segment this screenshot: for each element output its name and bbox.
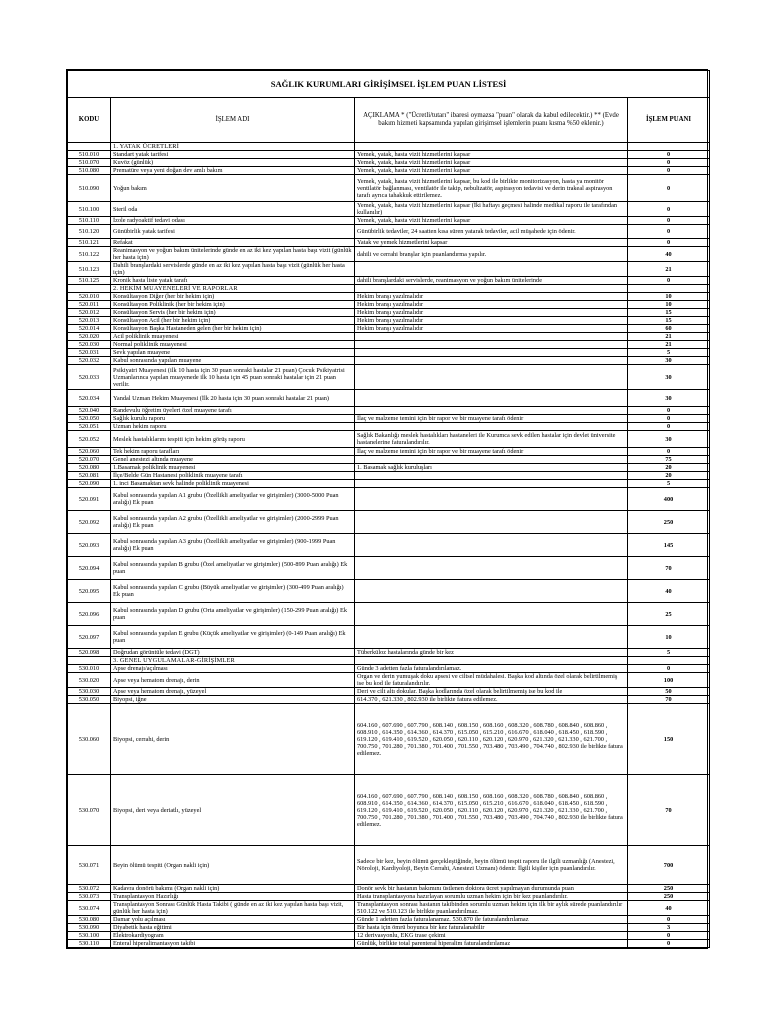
procedure-description: Yemek, yatak, hasta vizit hizmetlerini kapsar <box>355 217 628 225</box>
procedure-code: 520.050 <box>68 415 111 423</box>
procedure-description <box>355 390 628 407</box>
table-row <box>68 415 710 423</box>
procedure-points: 0 <box>628 940 710 948</box>
procedure-points: 0 <box>628 277 710 285</box>
table-row <box>68 151 710 159</box>
table-row <box>68 390 710 407</box>
table-row <box>68 407 710 415</box>
procedure-code: 520.060 <box>68 448 111 456</box>
procedure-description <box>355 333 628 341</box>
procedure-name: Standart yatak tarifesi <box>111 151 355 159</box>
table-row <box>68 423 710 431</box>
procedure-description: Yemek, yatak, hasta vizit hizmetlerini kapsar (İki haftayı geçmesi halinde medikal raporu ile tarafından kullanılır) <box>355 202 628 217</box>
procedure-code: 520.034 <box>68 390 111 407</box>
table-row <box>68 846 710 885</box>
table-row <box>68 480 710 488</box>
procedure-code: 510.110 <box>68 217 111 225</box>
procedure-description: Deri ve cilt altı dokular. Başka kodlarında özel olarak belirtilmemiş ise bu kod ile <box>355 688 628 696</box>
procedure-points: 0 <box>628 415 710 423</box>
table-row <box>68 626 710 649</box>
procedure-code: 520.012 <box>68 309 111 317</box>
procedure-points: 60 <box>628 325 710 333</box>
procedure-description <box>355 407 628 415</box>
procedure-points: 21 <box>628 262 710 277</box>
procedure-code: 510.123 <box>68 262 111 277</box>
table-row <box>68 357 710 365</box>
procedure-name: Biyopsi, deri veya deriatlı, yüzeyel <box>111 775 355 846</box>
section-header-row <box>68 143 710 151</box>
procedure-name: Dahili branşlardaki servislerde günde en az iki kez yapılan hasta başı vizit (günlük her hasta için) <box>111 262 355 277</box>
table-row <box>68 262 710 277</box>
procedure-description <box>355 357 628 365</box>
procedure-description: Sadece bir kez, beyin ölümü gerçekleştiğinde, beyin ölümü tespit raporu ile ilgili uzmanlığı (Anestezi, Nöroloji, Kardiyoloji, Beyin Cerrahi, Anestezi Uzmanı) ödenir. İlgili kişiler için puanlandırılır. <box>355 846 628 885</box>
procedure-name: Kabul sonrasında yapılan C grubu (Büyük ameliyatlar ve girişimler) (300-499 Puan aralığı) Ek puan <box>111 580 355 603</box>
procedure-name: Günübirlik yatak tarifesi <box>111 225 355 239</box>
procedure-points: 145 <box>628 534 710 557</box>
table-row <box>68 239 710 247</box>
procedure-description: 1. Basamak sağlık kuruluşları <box>355 464 628 472</box>
procedure-points: 0 <box>628 217 710 225</box>
procedure-code: 510.010 <box>68 151 111 159</box>
table-row <box>68 464 710 472</box>
procedure-points-sheet <box>66 69 708 949</box>
procedure-name: Randevulu öğretim üyeleri özel muayene tarafı <box>111 407 355 415</box>
procedure-name: Steril oda <box>111 202 355 217</box>
procedure-code: 510.090 <box>68 175 111 202</box>
procedure-description: Hekim branşı yazılmalıdır <box>355 309 628 317</box>
procedure-code: 520.011 <box>68 301 111 309</box>
procedure-description: Transplantasyon sonrası hastanın takibinden sorumlu uzman hekim için ilk bir aylık sürede puanlandırılır 510.122 ve 510.123 ile birlikte puanlandırılmaz. <box>355 901 628 916</box>
procedure-description <box>355 534 628 557</box>
procedure-points: 0 <box>628 665 710 673</box>
procedure-name: Kabul sonrasında yapılan A1 grubu (Özellikli ameliyatlar ve girişimler) (3000-5000 Puan aralığı) Ek puan <box>111 488 355 511</box>
procedure-name: Uzman hekim raporu <box>111 423 355 431</box>
procedure-code: 520.094 <box>68 557 111 580</box>
procedure-name: Kabul sonrasında yapılan muayene <box>111 357 355 365</box>
procedure-description <box>355 472 628 480</box>
procedure-code: 520.031 <box>68 349 111 357</box>
procedure-code: 510.125 <box>68 277 111 285</box>
procedure-description: Tüberküloz hastalarında günde bir kez <box>355 649 628 657</box>
table-row <box>68 317 710 325</box>
procedure-name: Kabul sonrasında yapılan E grubu (Küçük ameliyatlar ve girişimler) (0-149 Puan aralığı) Ek puan <box>111 626 355 649</box>
table-row <box>68 511 710 534</box>
procedure-points: 3 <box>628 924 710 932</box>
procedure-name: Sağlık kurulu raporu <box>111 415 355 423</box>
procedure-points: 21 <box>628 341 710 349</box>
table-row <box>68 309 710 317</box>
procedure-description: Bir hasta için ömrü boyunca bir kez faturalanabilir <box>355 924 628 932</box>
procedure-points: 70 <box>628 775 710 846</box>
procedure-description: Donör sevk bir hastanın bakımını üstlenen doktora ücret yapılmayan durumunda puan <box>355 885 628 893</box>
procedure-name: Refakat <box>111 239 355 247</box>
table-row <box>68 649 710 657</box>
procedure-points: 40 <box>628 247 710 262</box>
procedure-description: Yemek, yatak, hasta vizit hizmetlerini kapsar, bu kod ile birlikte monitorizasyon, hasta ya monitör ventilatör bağlanması, ventilatör ile takip, nebulizatör, aspirasyon tedavisi ve derin trakeal aspirasyon tarafı ayrıca tahakkuk ettirilemez. <box>355 175 628 202</box>
procedure-description: 12 derivasyonlu, EKG trase çekimi <box>355 932 628 940</box>
procedure-points: 250 <box>628 893 710 901</box>
table-row <box>68 665 710 673</box>
table-row <box>68 448 710 456</box>
table-row <box>68 775 710 846</box>
procedure-points: 5 <box>628 649 710 657</box>
procedure-code: 530.070 <box>68 775 111 846</box>
procedure-points: 15 <box>628 309 710 317</box>
procedure-points: 0 <box>628 159 710 167</box>
procedure-code: 520.052 <box>68 431 111 448</box>
procedure-name: Transplantasyon Hazırlığı <box>111 893 355 901</box>
procedure-code: 520.081 <box>68 472 111 480</box>
procedure-description <box>355 456 628 464</box>
procedure-code: 510.080 <box>68 167 111 175</box>
procedure-points: 50 <box>628 688 710 696</box>
procedure-code: 530.072 <box>68 885 111 893</box>
procedure-description: Organ ve derin yumuşak doku apsesi ve ciltsel müdahalesi. Başka kod altında özel olarak belirtilmemiş ise bu kod ile faturalandırılır. <box>355 673 628 688</box>
procedure-points: 40 <box>628 580 710 603</box>
procedure-description: İlaç ve malzeme temini için bir rapor ve bir muayene tarafı ödenir <box>355 448 628 456</box>
procedure-description: 614.370 , 621.330 , 802.930 ile birlikte fatura edilemez. <box>355 696 628 704</box>
procedure-code: 530.100 <box>68 932 111 940</box>
procedure-name: Enteral hiperalimantasyon takibi <box>111 940 355 948</box>
procedure-code: 530.030 <box>68 688 111 696</box>
table-row <box>68 580 710 603</box>
table-row <box>68 673 710 688</box>
procedure-code: 530.090 <box>68 924 111 932</box>
column-header-code: KODU <box>68 98 111 143</box>
procedure-points: 0 <box>628 932 710 940</box>
procedure-description <box>355 557 628 580</box>
procedure-points: 10 <box>628 293 710 301</box>
procedure-name: Kabul sonrasında yapılan D grubu (Orta ameliyatlar ve girişimler) (150-299 Puan aralığı) Ek puan <box>111 603 355 626</box>
procedure-name: Psikiyatri Muayenesi (ilk 10 hasta için 30 puan sonraki hastalar 21 puan) Çocuk Psikiyatrisi Uzmanlarınca yapılan muayenede ilk 10 hasta için 45 puan sonraki hastalar için 21 puan verilir. <box>111 365 355 390</box>
procedure-code: 530.074 <box>68 901 111 916</box>
procedure-code: 530.080 <box>68 916 111 924</box>
procedure-name: Sevk yapılan muayene <box>111 349 355 357</box>
procedure-points: 0 <box>628 423 710 431</box>
procedure-name: Kuvöz (günlük) <box>111 159 355 167</box>
table-row <box>68 901 710 916</box>
table-row <box>68 225 710 239</box>
table-row <box>68 940 710 948</box>
procedure-points: 100 <box>628 673 710 688</box>
procedure-points: 700 <box>628 846 710 885</box>
procedure-code: 520.092 <box>68 511 111 534</box>
procedure-description: Hekim branşı yazılmalıdır <box>355 293 628 301</box>
procedure-description: Hekim branşı yazılmalıdır <box>355 317 628 325</box>
procedure-name: Kabul sonrasında yapılan A2 grubu (Özellikli ameliyatlar ve girişimler) (2000-2999 Puan aralığı) Ek puan <box>111 511 355 534</box>
table-row <box>68 456 710 464</box>
procedure-points: 20 <box>628 472 710 480</box>
procedure-code: 520.030 <box>68 341 111 349</box>
procedure-description: Günde 3 adetten fazla faturalandırılamaz. <box>355 665 628 673</box>
procedure-name: Konsültasyon Servis (her bir hekim için) <box>111 309 355 317</box>
procedure-code: 520.090 <box>68 480 111 488</box>
procedure-code: 520.070 <box>68 456 111 464</box>
procedure-name: Yoğun bakım <box>111 175 355 202</box>
procedure-points: 30 <box>628 365 710 390</box>
procedure-name: İzole radyoaktif tedavi odası <box>111 217 355 225</box>
procedure-name: İlçe/Belde Gün Hastanesi poliklinik muayene tarafı <box>111 472 355 480</box>
procedure-points: 30 <box>628 431 710 448</box>
procedure-description: Günübirlik tedaviler, 24 saatten kısa süren yatarak tedaviler, acil müşahede için ödenir. <box>355 225 628 239</box>
procedure-code: 530.110 <box>68 940 111 948</box>
procedure-code: 510.100 <box>68 202 111 217</box>
procedure-name: Biyopsi, cerrahi, derin <box>111 704 355 775</box>
procedure-points: 21 <box>628 333 710 341</box>
table-row <box>68 472 710 480</box>
column-header-procedure-name: İŞLEM ADI <box>111 98 355 143</box>
section-header-row <box>68 285 710 293</box>
procedure-code: 520.093 <box>68 534 111 557</box>
procedure-description <box>355 262 628 277</box>
section-code-cell <box>68 285 111 293</box>
section-title: 3. GENEL UYGULAMALAR-GİRİŞİMLER <box>111 657 355 665</box>
procedure-description: Hasta transplantasyona hazırlayan sorumlu uzman hekim için bir kez puanlandırılır. <box>355 893 628 901</box>
procedure-name: Doğrudan görüntüle tedavi (DGT) <box>111 649 355 657</box>
table-row <box>68 247 710 262</box>
procedure-points: 0 <box>628 167 710 175</box>
procedure-code: 530.020 <box>68 673 111 688</box>
section-code-cell <box>68 657 111 665</box>
table-row <box>68 333 710 341</box>
procedure-code: 520.097 <box>68 626 111 649</box>
table-row <box>68 688 710 696</box>
procedure-points: 250 <box>628 511 710 534</box>
table-row <box>68 167 710 175</box>
procedure-points: 0 <box>628 151 710 159</box>
procedure-description: Hekim branşı yazılmalıdır <box>355 325 628 333</box>
procedure-name: Genel anestezi altında muayene <box>111 456 355 464</box>
table-row <box>68 365 710 390</box>
table-row <box>68 916 710 924</box>
procedure-description: Sağlık Bakanlığı meslek hastalıkları hastaneleri ile Kurumca sevk edilen hastalar için devlet üniversite hastanelerine faturalandırılır. <box>355 431 628 448</box>
column-header-points: İŞLEM PUANI <box>628 98 710 143</box>
procedure-description: İlaç ve malzeme temini için bir rapor ve bir muayene tarafı ödenir <box>355 415 628 423</box>
procedure-code: 520.010 <box>68 293 111 301</box>
procedure-code: 520.091 <box>68 488 111 511</box>
procedure-points: 30 <box>628 357 710 365</box>
procedure-name: Elektrokardiyogram <box>111 932 355 940</box>
section-points-cell <box>628 285 710 293</box>
table-row <box>68 325 710 333</box>
procedure-points: 30 <box>628 390 710 407</box>
section-description-cell <box>355 285 628 293</box>
procedure-code: 520.040 <box>68 407 111 415</box>
procedure-name: Konsültasyon Poliklinik (her bir hekim için) <box>111 301 355 309</box>
procedure-name: Transplantasyon Sonrası Günlük Hasta Takibi ( günde en az iki kez yapılan hasta başı vizit, günlük her hasta için) <box>111 901 355 916</box>
table-row <box>68 277 710 285</box>
procedure-description <box>355 349 628 357</box>
procedure-name: Prematüre veya yeni doğan dev amlı bakım <box>111 167 355 175</box>
procedure-points: 0 <box>628 916 710 924</box>
procedure-description <box>355 365 628 390</box>
procedure-description: Yemek, yatak, hasta vizit hizmetlerini kapsar <box>355 151 628 159</box>
table-title-row <box>68 71 710 98</box>
procedure-points-table <box>67 70 710 948</box>
procedure-points: 250 <box>628 885 710 893</box>
procedure-points: 10 <box>628 301 710 309</box>
procedure-code: 520.020 <box>68 333 111 341</box>
table-row <box>68 704 710 775</box>
column-header-row <box>68 98 710 143</box>
table-row <box>68 293 710 301</box>
table-row <box>68 175 710 202</box>
procedure-description: 604.160 , 607.690 , 607.790 , 608.140 , 608.150 , 608.160 , 608.320 , 608.780 , 608.840 , 608.860 , 608.910 , 614.350 , 614.360 , 614.370 , 615.050 , 615.210 , 616.670 , 618.040 , 618.450 , 618.590 , 619.120 , 619.410 , 619.520 , 620.050 , 620.110 , 620.120 , 620.970 , 621.320 , 621.330 , 621.700 , 700.750 , 701.280 , 701.380 , 701.400 , 701.550 , 703.480 , 703.490 , 704.740 , 802.930 ile birlikte fatura edilemez. <box>355 704 628 775</box>
procedure-description <box>355 580 628 603</box>
procedure-points: 20 <box>628 464 710 472</box>
column-header-description: AÇIKLAMA * ("Ücretli/tutarı" ibaresi oymazsa "puan" olarak da kabul edilecektir.) ** (Evde bakım hizmeti kapsamında yapılan girişimsel işlemlerin puanı kısma %50 eklenir.) <box>355 98 628 143</box>
procedure-code: 530.010 <box>68 665 111 673</box>
procedure-code: 520.098 <box>68 649 111 657</box>
table-row <box>68 217 710 225</box>
procedure-points: 25 <box>628 603 710 626</box>
procedure-points: 0 <box>628 448 710 456</box>
procedure-points: 0 <box>628 239 710 247</box>
section-title: 2. HEKİM MUAYENELERİ VE RAPORLAR <box>111 285 355 293</box>
procedure-name: Kabul sonrasında yapılan A3 grubu (Özellikli ameliyatlar ve girişimler) (900-1999 Puan aralığı) Ek puan <box>111 534 355 557</box>
procedure-name: Acil poliklinik muayenesi <box>111 333 355 341</box>
procedure-description: Hekim branşı yazılmalıdır <box>355 301 628 309</box>
table-row <box>68 557 710 580</box>
procedure-name: 1.Basamak poliklinik muayenesi <box>111 464 355 472</box>
procedure-points: 400 <box>628 488 710 511</box>
procedure-code: 520.013 <box>68 317 111 325</box>
procedure-points: 70 <box>628 557 710 580</box>
table-row <box>68 341 710 349</box>
section-points-cell <box>628 143 710 151</box>
procedure-code: 510.120 <box>68 225 111 239</box>
procedure-name: Kadavra donörü bakımı (Organ nakli için) <box>111 885 355 893</box>
table-row <box>68 924 710 932</box>
procedure-description: dahili ve cerrahi branşlar için puanlandırma yapılır. <box>355 247 628 262</box>
procedure-code: 520.032 <box>68 357 111 365</box>
procedure-code: 530.050 <box>68 696 111 704</box>
procedure-description <box>355 511 628 534</box>
procedure-name: Konsültasyon Başka Hastaneden gelen (her bir hekim için) <box>111 325 355 333</box>
procedure-points: 40 <box>628 901 710 916</box>
procedure-code: 530.073 <box>68 893 111 901</box>
procedure-name: Beyin ölümü tespiti (Organ nakli için) <box>111 846 355 885</box>
table-row <box>68 932 710 940</box>
procedure-points: 0 <box>628 175 710 202</box>
procedure-code: 520.095 <box>68 580 111 603</box>
procedure-points: 10 <box>628 626 710 649</box>
procedure-code: 520.014 <box>68 325 111 333</box>
procedure-code: 520.033 <box>68 365 111 390</box>
procedure-code: 510.121 <box>68 239 111 247</box>
section-description-cell <box>355 657 628 665</box>
procedure-points: 15 <box>628 317 710 325</box>
procedure-code: 530.060 <box>68 704 111 775</box>
procedure-description: Günlük, birlikte total parenteral hiperalim faturalandırılamaz <box>355 940 628 948</box>
procedure-description <box>355 488 628 511</box>
table-row <box>68 488 710 511</box>
procedure-name: Damar yolu açılması <box>111 916 355 924</box>
procedure-name: Diyabetik hasta eğitimi <box>111 924 355 932</box>
table-row <box>68 885 710 893</box>
section-points-cell <box>628 657 710 665</box>
procedure-name: Apse veya hematom drenajı, derin <box>111 673 355 688</box>
procedure-description: dahili branşlardaki servislerde, reanimasyon ve yoğun bakım ünitelerinde <box>355 277 628 285</box>
procedure-points: 0 <box>628 407 710 415</box>
procedure-name: Kabul sonrasında yapılan B grubu (Özel ameliyatlar ve girişimler) (500-899 Puan aralığı) Ek puan <box>111 557 355 580</box>
procedure-points: 75 <box>628 456 710 464</box>
procedure-name: Tek hekim raporu tarafları <box>111 448 355 456</box>
table-row <box>68 301 710 309</box>
section-header-row <box>68 657 710 665</box>
table-row <box>68 431 710 448</box>
section-title: 1. YATAK ÜCRETLERİ <box>111 143 355 151</box>
procedure-description: 604.160 , 607.690 , 607.790 , 608.140 , 608.150 , 608.160 , 608.320 , 608.780 , 608.840 , 608.860 , 608.910 , 614.350 , 614.360 , 614.370 , 615.050 , 615.210 , 616.670 , 618.040 , 618.450 , 618.590 , 619.120 , 619.410 , 619.520 , 620.050 , 620.110 , 620.120 , 620.970 , 621.320 , 621.330 , 621.700 , 700.750 , 701.280 , 701.380 , 701.400 , 701.550 , 703.480 , 703.490 , 704.740 , 802.930 ile birlikte fatura edilemez. <box>355 775 628 846</box>
table-row <box>68 534 710 557</box>
procedure-description <box>355 341 628 349</box>
procedure-points: 5 <box>628 349 710 357</box>
procedure-code: 530.071 <box>68 846 111 885</box>
table-row <box>68 893 710 901</box>
procedure-name: Apse veya hematom drenajı, yüzeyel <box>111 688 355 696</box>
procedure-name: Biyopsi, iğne <box>111 696 355 704</box>
table-row <box>68 603 710 626</box>
procedure-code: 520.096 <box>68 603 111 626</box>
procedure-name: Reanimasyon ve yoğun bakım ünitelerinde günde en az iki kez yapılan hasta başı vizit (günlük her hasta için) <box>111 247 355 262</box>
procedure-description <box>355 603 628 626</box>
procedure-name: Konsültasyon Diğer (her bir hekim için) <box>111 293 355 301</box>
procedure-code: 510.070 <box>68 159 111 167</box>
table-row <box>68 159 710 167</box>
procedure-name: Normal poliklinik muayenesi <box>111 341 355 349</box>
procedure-name: Apse drenajı/açılması <box>111 665 355 673</box>
procedure-code: 520.051 <box>68 423 111 431</box>
procedure-points: 70 <box>628 696 710 704</box>
procedure-name: 1. inci Basamaktan sevk halinde poliklinik muayenesi <box>111 480 355 488</box>
table-row <box>68 349 710 357</box>
procedure-name: Kronik hasta liste yatak tarafı <box>111 277 355 285</box>
section-description-cell <box>355 143 628 151</box>
procedure-name: Yandal Uzman Hekim Muayenesi (İlk 20 hasta için 30 puan sonraki hastalar 21 puan) <box>111 390 355 407</box>
section-code-cell <box>68 143 111 151</box>
procedure-description: Yemek, yatak, hasta vizit hizmetlerini kapsar <box>355 159 628 167</box>
procedure-points: 0 <box>628 202 710 217</box>
procedure-name: Konsültasyon Acil (her bir hekim için) <box>111 317 355 325</box>
procedure-description <box>355 626 628 649</box>
procedure-code: 520.080 <box>68 464 111 472</box>
table-row <box>68 202 710 217</box>
procedure-description <box>355 423 628 431</box>
procedure-description: Günde 1 adetten fazla faturalanamaz. 530.870 ile faturalandırılamaz <box>355 916 628 924</box>
procedure-points: 5 <box>628 480 710 488</box>
procedure-description: Yatak ve yemek hizmetlerini kapsar <box>355 239 628 247</box>
procedure-description: Yemek, yatak, hasta vizit hizmetlerini kapsar <box>355 167 628 175</box>
table-title: SAĞLIK KURUMLARI GİRİŞİMSEL İŞLEM PUAN LİSTESİ <box>68 71 710 98</box>
procedure-points: 150 <box>628 704 710 775</box>
procedure-points: 0 <box>628 225 710 239</box>
table-row <box>68 696 710 704</box>
procedure-code: 510.122 <box>68 247 111 262</box>
procedure-description <box>355 480 628 488</box>
procedure-name: Meslek hastalıklarını tespiti için hekim görüş raporu <box>111 431 355 448</box>
